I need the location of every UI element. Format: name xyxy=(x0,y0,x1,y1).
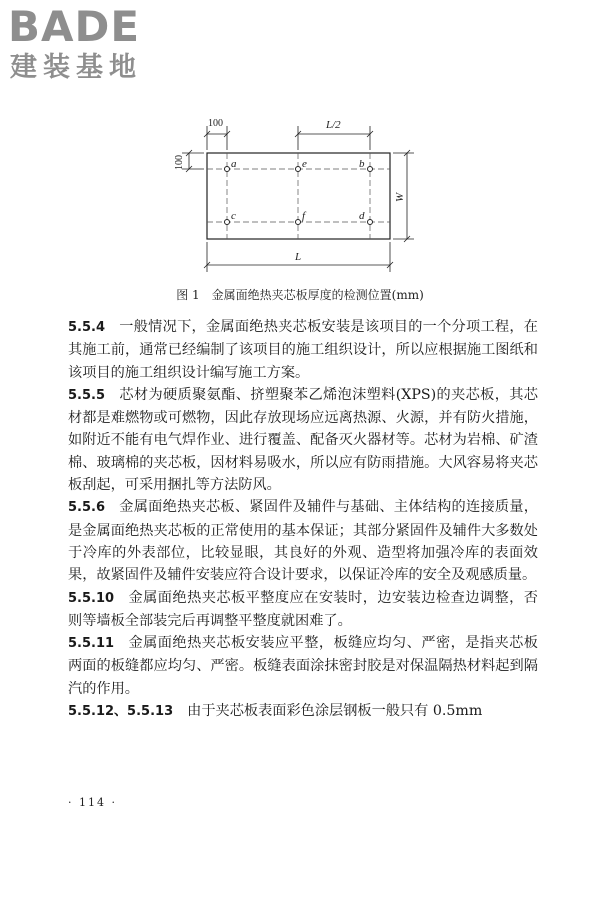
point-e-label: e xyxy=(302,158,307,170)
dim-label-half-length: L/2 xyxy=(326,119,341,131)
paragraph-5-5-4 xyxy=(68,316,538,384)
paragraph-text: 金属面绝热夹芯板安装应平整，板缝应均匀、严密，是指夹芯板两面的板缝都应均匀、严密。板缝表面涂抹密封胶是对保温隔热材料起到隔汽的作用。 xyxy=(68,635,538,697)
measurement-points xyxy=(225,167,373,225)
site-logo xyxy=(8,4,178,90)
point-d-marker xyxy=(368,220,373,225)
paragraph-text: 金属面绝热夹芯板平整度应在安装时，边安装边检查边调整，否则等墙板全部装完后再调整平整度就困难了。 xyxy=(68,589,538,629)
clause-number: 5.5.5 xyxy=(68,387,106,403)
paragraph-text: 一般情况下，金属面绝热夹芯板安装是该项目的一个分项工程，在其施工前，通常已经编制了该项目的施工组织设计，所以应根据施工图纸和该项目的施工组织设计编写施工方案。 xyxy=(68,319,538,381)
dim-label-100-left: 100 xyxy=(174,155,185,170)
point-b-marker xyxy=(368,167,373,172)
dim-label-100-top: 100 xyxy=(208,118,223,129)
figure-drawing xyxy=(160,112,420,282)
point-f-label: f xyxy=(302,210,306,222)
top-dimensions xyxy=(204,126,373,150)
paragraph-text: 由于夹芯板表面彩色涂层钢板一般只有 0.5mm xyxy=(187,703,483,720)
body-text xyxy=(68,316,538,723)
point-e-marker xyxy=(296,167,301,172)
left-dimensions xyxy=(182,150,204,172)
clause-number: 5.5.11 xyxy=(68,636,115,652)
clause-number: 5.5.4 xyxy=(68,320,106,335)
paragraph-text: 金属面绝热夹芯板、紧固件及辅件与基础、主体结构的连接质量，是金属面绝热夹芯板的正常使用的基本保证；其部分紧固件及辅件大多数处于冷库的外表部位，比较显眼，其良好的外观、造型将加强冷库的表面效果，故紧固件及辅件安装应符合设计要求，以保证冷库的安全及观感质量。 xyxy=(68,499,538,584)
paragraph-5-5-11 xyxy=(68,632,538,700)
clause-number: 5.5.10 xyxy=(68,590,115,606)
thickness-measurement-figure xyxy=(160,112,420,282)
clause-number: 5.5.12、5.5.13 xyxy=(68,704,174,720)
clause-number: 5.5.6 xyxy=(68,500,106,516)
logo-wordmark: BADE xyxy=(8,2,141,51)
paragraph-5-5-12 xyxy=(68,700,538,723)
paragraph-5-5-10 xyxy=(68,587,538,633)
point-a-label: a xyxy=(231,158,237,170)
dim-label-length: L xyxy=(295,251,302,263)
logo-subtitle: 建装基地 xyxy=(10,52,142,83)
page-number: · 114 · xyxy=(68,796,117,809)
point-b-label: b xyxy=(359,158,365,170)
dim-label-width: W xyxy=(394,192,406,202)
point-d-label: d xyxy=(359,210,365,222)
paragraph-5-5-5 xyxy=(68,384,538,496)
paragraph-text: 芯材为硬质聚氨酯、挤塑聚苯乙烯泡沫塑料(XPS)的夹芯板，其芯材都是难燃物或可燃物，因此存放现场应远离热源、火源，并有防火措施，如附近不能有电气焊作业、进行覆盖、配备灭火器材等。芯材为岩棉、矿渣棉、玻璃棉的夹芯板，因材料易吸水，所以应有防雨措施。大风容易将夹芯板刮起，可采用捆扎等方法防风。 xyxy=(68,386,538,494)
point-f-marker xyxy=(296,220,301,225)
point-c-marker xyxy=(225,220,230,225)
figure-caption: 图 1 金属面绝热夹芯板厚度的检测位置(mm) xyxy=(176,288,424,302)
point-a-marker xyxy=(225,167,230,172)
point-c-label: c xyxy=(231,210,236,222)
paragraph-5-5-6 xyxy=(68,496,538,586)
